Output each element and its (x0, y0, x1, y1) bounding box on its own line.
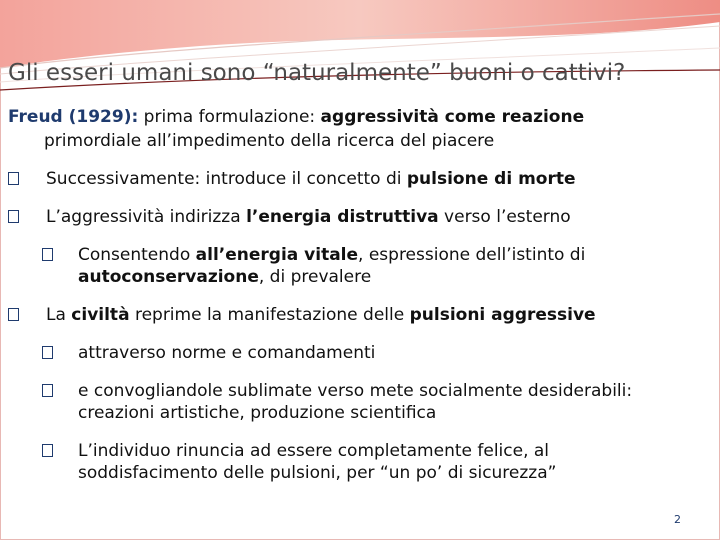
bullet-square-icon (8, 168, 19, 190)
bullet-1-bold: pulsione di morte (406, 169, 576, 189)
bullet-3-plain-1: La (46, 305, 72, 325)
sub-bullet-2a-line-1 (78, 244, 585, 266)
bullet-square-icon (8, 304, 19, 326)
sub-bullet-2a-bold-1: all’energia vitale (195, 245, 359, 265)
sub-bullet-3b-line-2: creazioni artistiche, produzione scientifica (78, 403, 437, 423)
sub-bullet-2a-plain-3: , di prevalere (258, 267, 372, 287)
sub-bullet-square-icon (42, 380, 53, 402)
sub-bullet-2a-plain-2: , espressione dell’istinto di (358, 245, 586, 265)
sub-bullet-3c-line-1: L’individuo rinuncia ad essere completamente felice, al (78, 441, 550, 461)
sub-bullet-2a-bold-2: autoconservazione (78, 267, 259, 287)
bullet-1-plain: Successivamente: introduce il concetto di (46, 169, 407, 189)
bullet-3-bold-1: civiltà (71, 305, 130, 325)
intro-bold-1: aggressività come reazione (320, 107, 585, 127)
intro-text-1: prima formulazione: (138, 107, 321, 127)
bullet-3-text (46, 304, 596, 326)
bullet-2-plain-2: verso l’esterno (438, 207, 571, 227)
sub-bullet-3b-line-1: e convogliandole sublimate verso mete socialmente desiderabili: (78, 381, 633, 401)
bullet-2-plain-1: L’aggressività indirizza (46, 207, 247, 227)
sub-bullet-3a-text: attraverso norme e comandamenti (78, 343, 376, 363)
sub-bullet-square-icon (42, 244, 53, 266)
intro-line-2: primordiale all’impedimento della ricerca del piacere (44, 131, 495, 151)
bullet-3-bold-2: pulsioni aggressive (409, 305, 596, 325)
sub-bullet-square-icon (42, 342, 53, 364)
sub-bullet-2a-plain-1: Consentendo (78, 245, 196, 265)
bullet-1-text (46, 168, 576, 190)
page-number: 2 (674, 513, 681, 526)
bullet-2-bold: l’energia distruttiva (246, 207, 439, 227)
bullet-3-plain-2: reprime la manifestazione delle (129, 305, 410, 325)
sub-bullet-square-icon (42, 440, 53, 462)
intro-line-1 (8, 106, 584, 128)
sub-bullet-3c-line-2: soddisfacimento delle pulsioni, per “un po’ di sicurezza” (78, 463, 557, 483)
bullet-square-icon (8, 206, 19, 228)
sub-bullet-2a-line-2 (78, 266, 371, 288)
intro-label: Freud (1929): (8, 107, 139, 127)
slide-title: Gli esseri umani sono “naturalmente” buoni o cattivi? (8, 60, 626, 86)
bullet-2-text (46, 206, 571, 228)
